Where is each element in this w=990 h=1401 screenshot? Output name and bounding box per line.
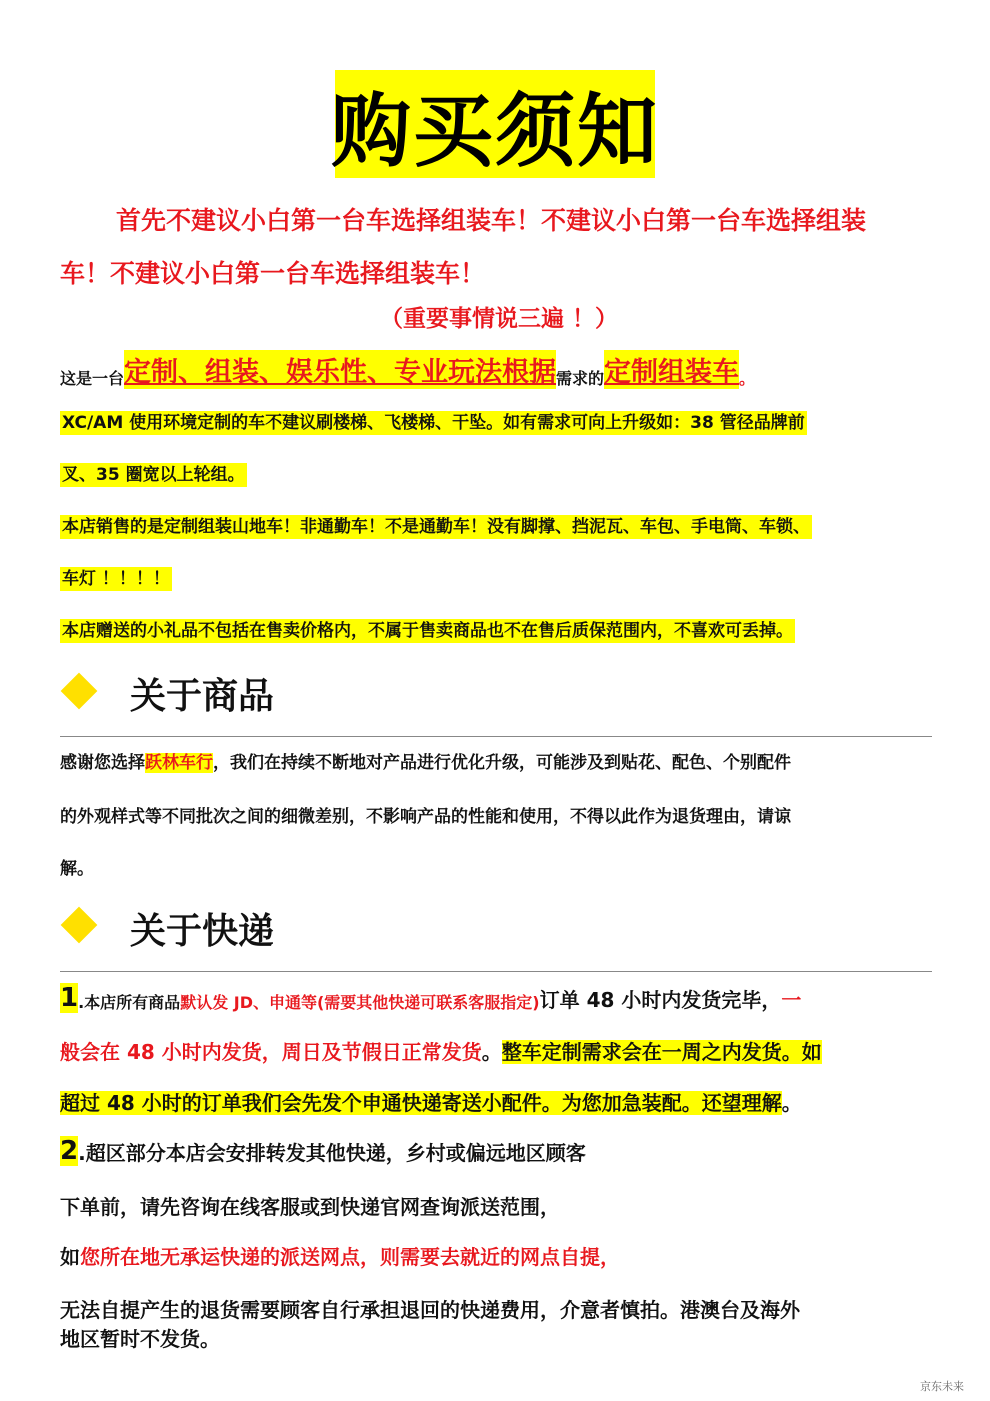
notice-line-3: 本店销售的是定制组装山地车！非通勤车！不是通勤车！没有脚撑、挡泥瓦、车包、手电筒、车锁、 bbox=[62, 517, 810, 537]
section-divider bbox=[60, 736, 932, 737]
shipping-item-1-line-1: 1 .本店所有商品 默认发 JD、申通等(需要其他快递可联系客服指定) 订单 48 小时内发货完毕， 一 bbox=[60, 983, 802, 1013]
goods-paragraph-line-1: 感谢您选择跃林车行，我们在持续不断地对产品进行优化升级，可能涉及到贴花、配色、个别配件 bbox=[60, 753, 791, 773]
intro-mid: 需求的 bbox=[556, 369, 605, 388]
section-shipping-title: 关于快递 bbox=[130, 911, 275, 952]
notice-line-1: XC/AM 使用环境定制的车不建议刷楼梯、飞楼梯、干坠。如有需求可向上升级如：38 管径品牌前 bbox=[62, 413, 805, 433]
shipping-item-1-line-3: 超过 48 小时的订单我们会先发个申通快递寄送小配件。为您加急装配。还望理解。 bbox=[60, 1091, 802, 1115]
shipping-item-2-line-5: 地区暂时不发货。 bbox=[60, 1327, 220, 1351]
section-goods-title: 关于商品 bbox=[130, 676, 275, 717]
warning-note: （重要事情说三遍 ！） bbox=[380, 306, 619, 332]
notice-line-5: 本店赠送的小礼品不包括在售卖价格内，不属于售卖商品也不在售后质保范围内，不喜欢可丢掉。 bbox=[62, 621, 793, 641]
shipping-item-1-line-2: 般会在 48 小时内发货，周日及节假日正常发货。整车定制需求会在一周之内发货。如 bbox=[60, 1040, 822, 1064]
page-title: 购买须知 bbox=[331, 84, 659, 178]
warning-line-2: 车！不建议小白第一台车选择组装车！ bbox=[60, 259, 486, 288]
item-number: 2 bbox=[60, 1136, 79, 1166]
watermark: 京东未来 bbox=[920, 1380, 964, 1393]
item-number: 1 bbox=[60, 983, 79, 1013]
goods-paragraph-line-2: 的外观样式等不同批次之间的细微差别，不影响产品的性能和使用，不得以此作为退货理由，请谅 bbox=[60, 807, 791, 827]
intro-prefix: 这是一台 bbox=[60, 369, 125, 388]
shipping-item-2-line-3: 如您所在地无承运快递的派送网点，则需要去就近的网点自提， bbox=[60, 1245, 620, 1269]
intro-emphasis-1: 定制、组装、娱乐性、专业玩法根据 bbox=[124, 350, 556, 389]
intro-line bbox=[60, 350, 755, 389]
notice-line-2: 叉、35 圈宽以上轮组。 bbox=[62, 465, 245, 485]
title-banner bbox=[331, 70, 659, 178]
shipping-item-2-line-2: 下单前，请先咨询在线客服或到快递官网查询派送范围， bbox=[60, 1195, 560, 1219]
goods-paragraph-line-3: 解。 bbox=[60, 859, 94, 879]
intro-end: 。 bbox=[739, 369, 756, 388]
shipping-item-2-line-1: 2 .超区部分本店会安排转发其他快递，乡村或偏远地区顾客 bbox=[60, 1136, 586, 1166]
warning-line-1: 首先不建议小白第一台车选择组装车！不建议小白第一台车选择组装 bbox=[116, 206, 867, 235]
notice-line-4: 车灯 ！！！！ bbox=[62, 569, 170, 589]
diamond-bullet-icon bbox=[61, 907, 98, 944]
diamond-bullet-icon bbox=[61, 673, 98, 710]
intro-emphasis-2: 定制组装车 bbox=[604, 350, 739, 389]
shipping-item-2-line-4: 无法自提产生的退货需要顾客自行承担退回的快递费用，介意者慎拍。港澳台及海外 bbox=[60, 1298, 800, 1322]
shop-name: 跃林车行 bbox=[145, 753, 213, 773]
section-divider bbox=[60, 971, 932, 972]
